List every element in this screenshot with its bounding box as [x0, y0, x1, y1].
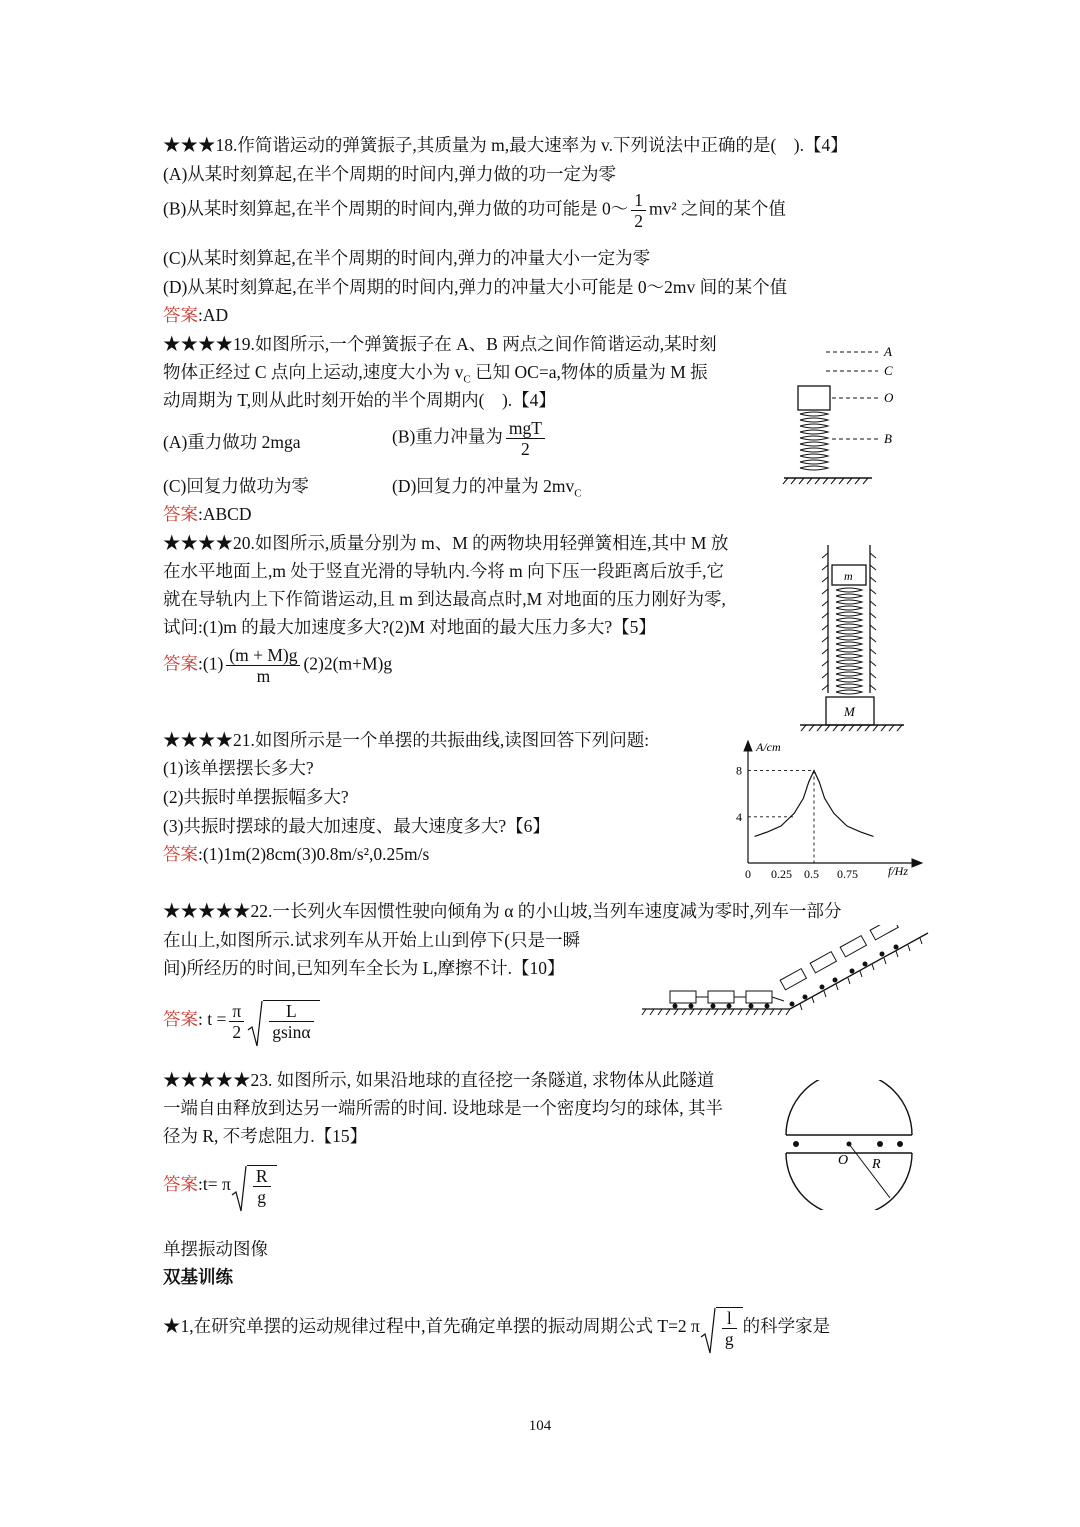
q20-rail-spring-figure	[798, 543, 908, 733]
chart-y-label: A/cm	[756, 740, 781, 754]
chart-x-label: f/Hz	[888, 864, 909, 878]
q19-line2-post: 已知 OC=a,物体的质量为 M 振	[470, 362, 708, 382]
q1-sqrt-den: g	[724, 1329, 734, 1349]
q22-pi-den: 2	[232, 1021, 242, 1042]
answer-label: 答案	[163, 653, 198, 674]
answer-label: 答案	[163, 1009, 198, 1030]
q19-option-c: (C)回复力做功为零	[163, 476, 309, 496]
q22-line3: 间)所经历的时间,已知列车全长为 L,摩擦不计.【10】	[163, 958, 565, 978]
chart-y-arrow	[744, 741, 752, 751]
y-tick-label: 4	[736, 809, 742, 824]
q20-frac-num: (m + M)g	[226, 645, 300, 666]
q18-option-a: (A)从某时刻算起,在半个周期的时间内,弹力做的功一定为零	[163, 164, 617, 184]
x-tick-label: 0.25	[771, 867, 792, 881]
q20-label-big-m: M	[844, 704, 855, 719]
q19-line2	[163, 361, 708, 391]
q19-frac-num: mgT	[506, 418, 545, 439]
q23-sqrt-fraction	[253, 1166, 271, 1207]
q22-train-figure	[640, 925, 930, 1020]
q18-option-d: (D)从某时刻算起,在半个周期的时间内,弹力的冲量大小可能是 0～2mv 间的某个值	[163, 277, 788, 297]
sqrt-sign	[247, 1000, 263, 1048]
q18-option-c: (C)从某时刻算起,在半个周期的时间内,弹力的冲量大小一定为零	[163, 248, 651, 268]
q18-stem: ★★★18.作简谐运动的弹簧振子,其质量为 m,最大速率为 v.下列说法中正确的是( ).【4】	[163, 135, 848, 155]
q19-answer-value: :ABCD	[198, 504, 252, 524]
q22-sqrt-fraction	[269, 1001, 313, 1042]
q19-option-d-sub: C	[574, 487, 582, 500]
answer-label: 答案	[163, 305, 198, 325]
q20-line2: 在水平地面上,m 处于竖直光滑的导轨内.今将 m 向下压一段距离后放手,它	[163, 561, 724, 581]
q23-sqrt-den: g	[257, 1187, 267, 1207]
answer-label: 答案	[163, 1174, 198, 1195]
q19-label-c: C	[884, 363, 893, 378]
q21-line2: (1)该单摆摆长多大?	[163, 758, 314, 778]
q21-line4: (3)共振时摆球的最大加速度、最大速度多大?【6】	[163, 816, 550, 836]
q19-label-b: B	[884, 431, 892, 446]
q19-fraction	[506, 418, 545, 459]
q1-sqrt-num: l	[722, 1308, 737, 1329]
q23-line2: 一端自由释放到达另一端所需的时间. 设地球是一个密度均匀的球体, 其半	[163, 1098, 723, 1118]
q18-fraction	[631, 190, 646, 231]
q1-sqrt-fraction	[722, 1308, 737, 1349]
q1-post: 的科学家是	[742, 1316, 831, 1337]
q20-label-m: m	[844, 569, 853, 583]
q20-answer	[163, 645, 392, 686]
section-title-training: 双基训练	[163, 1267, 233, 1287]
q1-line	[163, 1307, 830, 1349]
q23-line3: 径为 R, 不考虑阻力.【15】	[163, 1126, 368, 1146]
q19-line2-sub: C	[463, 373, 471, 386]
q1-pre: ★1,在研究单摆的运动规律过程中,首先确定单摆的振动周期公式 T=2 π	[163, 1316, 700, 1337]
chart-x-arrow	[912, 859, 922, 867]
q20-answer-post: (2)2(m+M)g	[303, 653, 393, 674]
q19-frac-den: 2	[520, 439, 530, 459]
q23-label-o: O	[838, 1153, 849, 1168]
q20-line4: 试问:(1)m 的最大加速度多大?(2)M 对地面的最大压力多大?【5】	[163, 617, 656, 637]
q22-line2: 在山上,如图所示.试求列车从开始上山到停下(只是一瞬	[163, 930, 581, 950]
q21-line3: (2)共振时单摆振幅多大?	[163, 787, 349, 807]
q22-answer	[163, 1000, 320, 1042]
x-tick-label: 0.75	[837, 867, 858, 881]
q21-line1: ★★★★21.如图所示是一个单摆的共振曲线,读图回答下列问题:	[163, 730, 650, 750]
q20-answer-pre: :(1)	[198, 653, 224, 674]
x-tick-label: 0	[745, 867, 751, 881]
x-tick-label: 0.5	[804, 867, 819, 881]
q20-line3: 就在导轨内上下作简谐运动,且 m 到达最高点时,M 对地面的压力刚好为零,	[163, 589, 726, 609]
q19-line1: ★★★★19.如图所示,一个弹簧振子在 A、B 两点之间作简谐运动,某时刻	[163, 334, 717, 354]
q22-pi-fraction	[229, 1001, 244, 1042]
q22-pi-num: π	[229, 1001, 244, 1022]
q21-answer-value: :(1)1m(2)8cm(3)0.8m/s²,0.25m/s	[198, 844, 430, 864]
sqrt-sign	[700, 1307, 716, 1355]
q19-option-d	[392, 475, 582, 505]
sqrt-sign	[231, 1165, 247, 1213]
q18-option-b-pre: (B)从某时刻算起,在半个周期的时间内,弹力做的功可能是 0～	[163, 198, 629, 219]
q18-frac-num: 1	[631, 190, 646, 211]
q23-answer-pre: :t= π	[198, 1174, 231, 1195]
q20-fraction	[226, 645, 300, 686]
q19-spring-figure	[780, 340, 900, 490]
answer-label: 答案	[163, 504, 198, 524]
q19-label-o: O	[884, 390, 894, 405]
q19-option-d-pre: (D)回复力的冲量为 2mv	[392, 476, 575, 496]
q23-line1: ★★★★★23. 如图所示, 如果沿地球的直径挖一条隧道, 求物体从此隧道	[163, 1070, 715, 1090]
q18-option-b-post: mv² 之间的某个值	[648, 198, 786, 219]
q19-line3: 动周期为 T,则从此时刻开始的半个周期内( ).【4】	[163, 390, 556, 410]
q20-frac-den: m	[256, 666, 271, 686]
resonance-curve-chart	[728, 735, 933, 885]
q18-option-b	[163, 190, 786, 231]
q18-answer	[163, 304, 228, 326]
q19-option-b	[392, 418, 548, 459]
q23-earth-tunnel-figure	[782, 1080, 916, 1210]
q21-answer	[163, 843, 429, 865]
q19-line2-pre: 物体正经过 C 点向上运动,速度大小为 v	[163, 362, 464, 382]
q19-option-b-pre: (B)重力冲量为	[392, 426, 503, 447]
q20-line1: ★★★★20.如图所示,质量分别为 m、M 的两物块用轻弹簧相连,其中 M 放	[163, 533, 729, 553]
q23-label-r: R	[872, 1157, 881, 1172]
q22-sqrt-den: gsinα	[272, 1022, 311, 1042]
q22-sqrt-num: L	[269, 1001, 313, 1022]
page-number: 104	[528, 1418, 552, 1434]
section-title-pendulum-graph: 单摆振动图像	[163, 1239, 268, 1259]
q23-sqrt	[231, 1165, 277, 1207]
y-tick-label: 8	[736, 763, 742, 778]
q23-sqrt-num: R	[253, 1166, 271, 1187]
q18-frac-den: 2	[634, 211, 643, 231]
q19-answer	[163, 503, 251, 525]
q22-sqrt	[247, 1000, 319, 1042]
q18-answer-value: :AD	[198, 305, 229, 325]
q1-sqrt	[700, 1307, 743, 1349]
q22-answer-pre: : t =	[198, 1009, 227, 1030]
q19-option-a: (A)重力做功 2mga	[163, 432, 301, 452]
q19-label-a: A	[884, 344, 892, 359]
q23-answer	[163, 1165, 277, 1207]
q22-line1: ★★★★★22.一长列火车因惯性驶向倾角为 α 的小山坡,当列车速度减为零时,列车一部分	[163, 901, 842, 921]
answer-label: 答案	[163, 844, 198, 864]
